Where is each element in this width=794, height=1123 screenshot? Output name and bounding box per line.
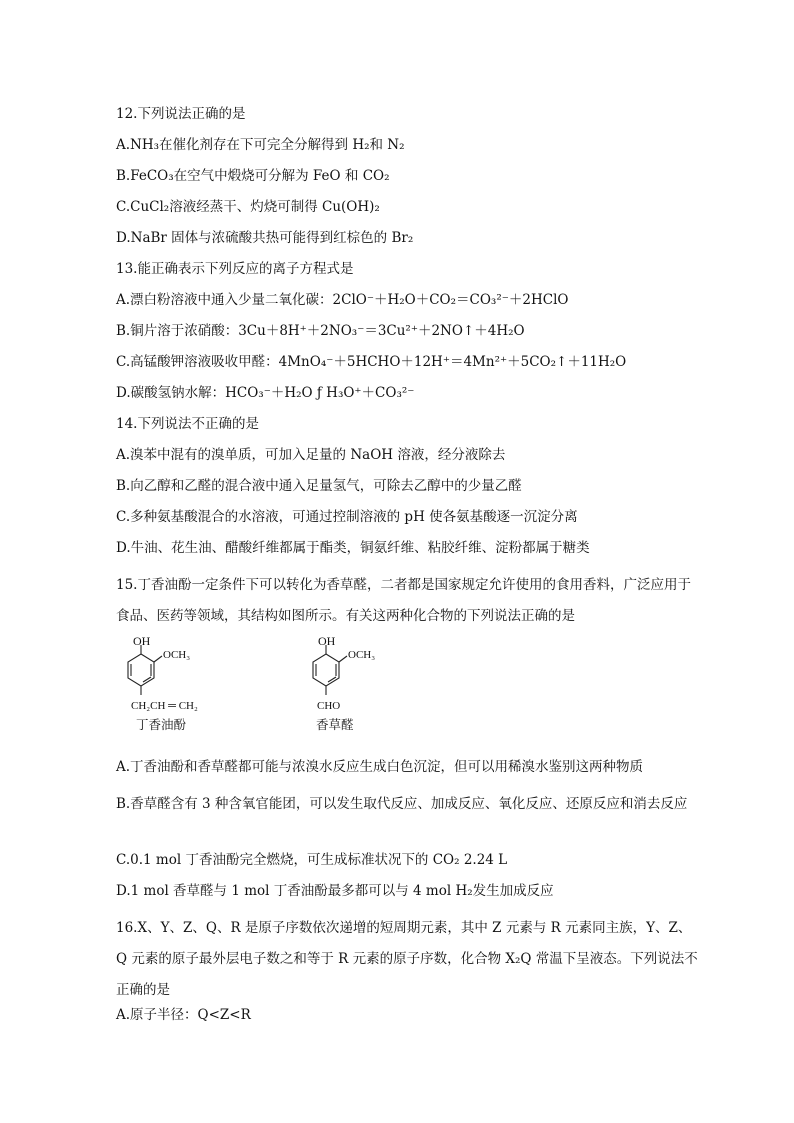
q12-option-c: C.CuCl₂溶液经蒸干、灼烧可制得 Cu(OH)₂ (116, 199, 380, 215)
eugenol-substituent-label: CH₂CH ═ CH₂ (131, 700, 198, 712)
structure-vanillin (313, 645, 347, 695)
eugenol-och3-label: OCH₃ (163, 649, 191, 661)
q14-option-d: D.牛油、花生油、醋酸纤维都属于酯类，铜氨纤维、粘胶纤维、淀粉都属于糖类 (116, 540, 590, 556)
structure-eugenol (128, 645, 162, 695)
q13-option-b: B.铜片溶于浓硝酸：3Cu＋8H⁺＋2NO₃⁻＝3Cu²⁺＋2NO↑＋4H₂O (116, 323, 525, 339)
q15-option-c: C.0.1 mol 丁香油酚完全燃烧，可生成标准状况下的 CO₂ 2.24 L (116, 852, 508, 868)
q15-stem: 15.丁香油酚一定条件下可以转化为香草醛，二者都是国家规定允许使用的食用香料，广泛应用于食品、医药等领域，其结构如图所示。有关这两种化合物的下列说法正确的是 (116, 577, 691, 624)
q13-option-c: C.高锰酸钾溶液吸收甲醛：4MnO₄⁻＋5HCHO＋12H⁺＝4Mn²⁺＋5CO₂↑＋11H₂O (116, 354, 627, 370)
q14-stem: 14.下列说法不正确的是 (116, 416, 259, 432)
q13-option-d: D.碳酸氢钠水解：HCO₃⁻＋H₂O ƒ H₃O⁺＋CO₃²⁻ (116, 385, 415, 401)
q12-option-b: B.FeCO₃在空气中煅烧可分解为 FeO 和 CO₂ (116, 168, 390, 184)
q16-stem: 16.X、Y、Z、Q、R 是原子序数依次递增的短周期元素，其中 Z 元素与 R 元素同主族，Y、Z、Q 元素的原子最外层电子数之和等于 R 元素的原子序数，化合物 X₂Q 常温下呈液态。下列说法不正确的是 (116, 920, 698, 998)
q12-stem: 12.下列说法正确的是 (116, 106, 246, 122)
q15-option-b: B.香草醛含有 3 种含氧官能团，可以发生取代反应、加成反应、氧化反应、还原反应和消去反应 (116, 796, 688, 812)
q14-option-b: B.向乙醇和乙醛的混合液中通入足量氢气，可除去乙醇中的少量乙醛 (116, 478, 522, 494)
q13-option-a: A.漂白粉溶液中通入少量二氧化碳：2ClO⁻＋H₂O＋CO₂＝CO₃²⁻＋2HClO (116, 292, 569, 308)
q15-option-a: A.丁香油酚和香草醛都可能与浓溴水反应生成白色沉淀，但可以用稀溴水鉴别这两种物质 (116, 759, 644, 775)
eugenol-name: 丁香油酚 (136, 718, 187, 732)
eugenol-oh-label: OH (133, 634, 151, 648)
vanillin-oh-label: OH (318, 634, 336, 648)
vanillin-name: 香草醛 (316, 718, 354, 732)
q14-option-c: C.多种氨基酸混合的水溶液，可通过控制溶液的 pH 使各氨基酸逐一沉淀分离 (116, 509, 578, 525)
vanillin-och3-label: OCH₃ (348, 649, 376, 661)
q14-option-a: A.溴苯中混有的溴单质，可加入足量的 NaOH 溶液，经分液除去 (116, 447, 506, 463)
q16-option-a: A.原子半径：Q<Z<R (116, 1007, 251, 1023)
q15-structures (116, 632, 416, 747)
vanillin-substituent-label: CHO (317, 700, 341, 712)
q12-option-a: A.NH₃在催化剂存在下可完全分解得到 H₂和 N₂ (116, 137, 405, 153)
q13-stem: 13.能正确表示下列反应的离子方程式是 (116, 261, 354, 277)
q15-option-d: D.1 mol 香草醛与 1 mol 丁香油酚最多都可以与 4 mol H₂发生加成反应 (116, 883, 554, 899)
structure-diagrams (116, 632, 416, 747)
q12-option-d: D.NaBr 固体与浓硫酸共热可能得到红棕色的 Br₂ (116, 230, 414, 246)
